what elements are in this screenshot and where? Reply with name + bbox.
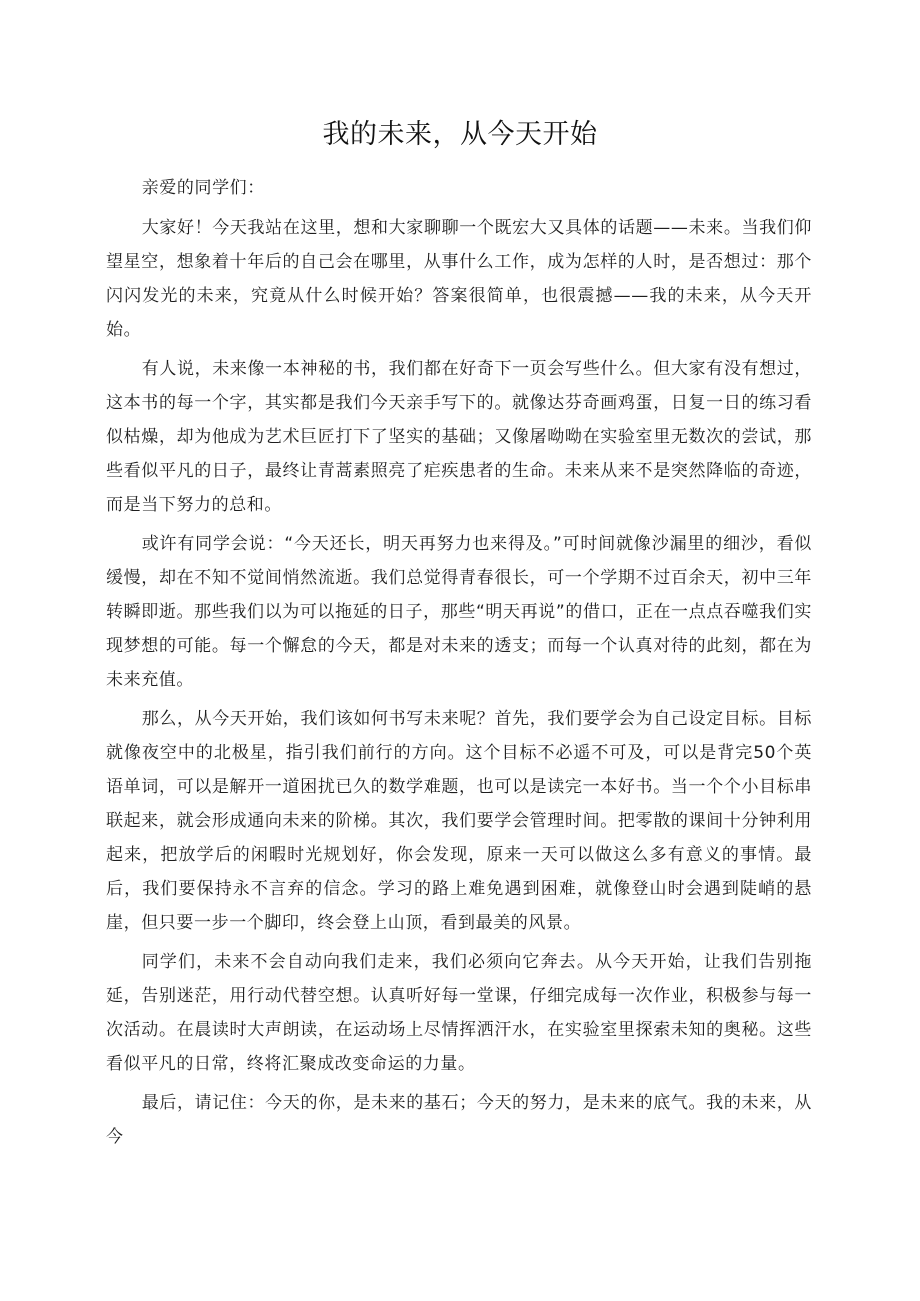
- paragraph: 那么，从今天开始，我们该如何书写未来呢？首先，我们要学会为自己设定目标。目标就像夜空中的北极星，指引我们前行的方向。这个目标不必遥不可及，可以是背完50个英语单词，可以是解开一道困扰已久的数学难题，也可以是读完一本好书。当一个个小目标串联起来，就会形成通向未来的阶梯。其次，我们要学会管理时间。把零散的课间十分钟利用起来，把放学后的闲暇时光规划好，你会发现，原来一天可以做这么多有意义的事情。最后，我们要保持永不言弃的信念。学习的路上难免遇到困难，就像登山时会遇到陡峭的悬崖，但只要一步一个脚印，终会登上山顶，看到最美的风景。: [106, 709, 812, 933]
- salutation: 亲爱的同学们：: [141, 178, 265, 198]
- paragraph: 大家好！今天我站在这里，想和大家聊聊一个既宏大又具体的话题——未来。当我们仰望星空，想象着十年后的自己会在哪里，从事什么工作，成为怎样的人时，是否想过：那个闪闪发光的未来，究竟从什么时候开始？答案很简单，也很震撼——我的未来，从今天开始。: [106, 218, 812, 340]
- paragraph: 有人说，未来像一本神秘的书，我们都在好奇下一页会写些什么。但大家有没有想过，这本书的每一个字，其实都是我们今天亲手写下的。就像达芬奇画鸡蛋，日复一日的练习看似枯燥，却为他成为艺术巨匠打下了坚实的基础；又像屠呦呦在实验室里无数次的尝试，那些看似平凡的日子，最终让青蒿素照亮了疟疾患者的生命。未来从来不是突然降临的奇迹，而是当下努力的总和。: [106, 359, 812, 515]
- paragraph: 同学们，未来不会自动向我们走来，我们必须向它奔去。从今天开始，让我们告别拖延，告别迷茫，用行动代替空想。认真听好每一堂课，仔细完成每一次作业，积极参与每一次活动。在晨读时大声朗读，在运动场上尽情挥洒汗水，在实验室里探索未知的奥秘。这些看似平凡的日常，终将汇聚成改变命运的力量。: [106, 952, 812, 1074]
- paragraph: 最后，请记住：今天的你，是未来的基石；今天的努力，是未来的底气。我的未来，从今: [106, 1093, 812, 1147]
- paragraph: 或许有同学会说：“今天还长，明天再努力也来得及。”可时间就像沙漏里的细沙，看似缓慢，却在不知不觉间悄然流逝。我们总觉得青春很长，可一个学期不过百余天，初中三年转瞬即逝。那些我们以为可以拖延的日子，那些“明天再说”的借口，正在一点点吞噬我们实现梦想的可能。每一个懈怠的今天，都是对未来的透支；而每一个认真对待的此刻，都在为未来充值。: [106, 534, 812, 690]
- page-title: 我的未来，从今天开始: [322, 119, 598, 150]
- speech-body: [106, 171, 812, 1159]
